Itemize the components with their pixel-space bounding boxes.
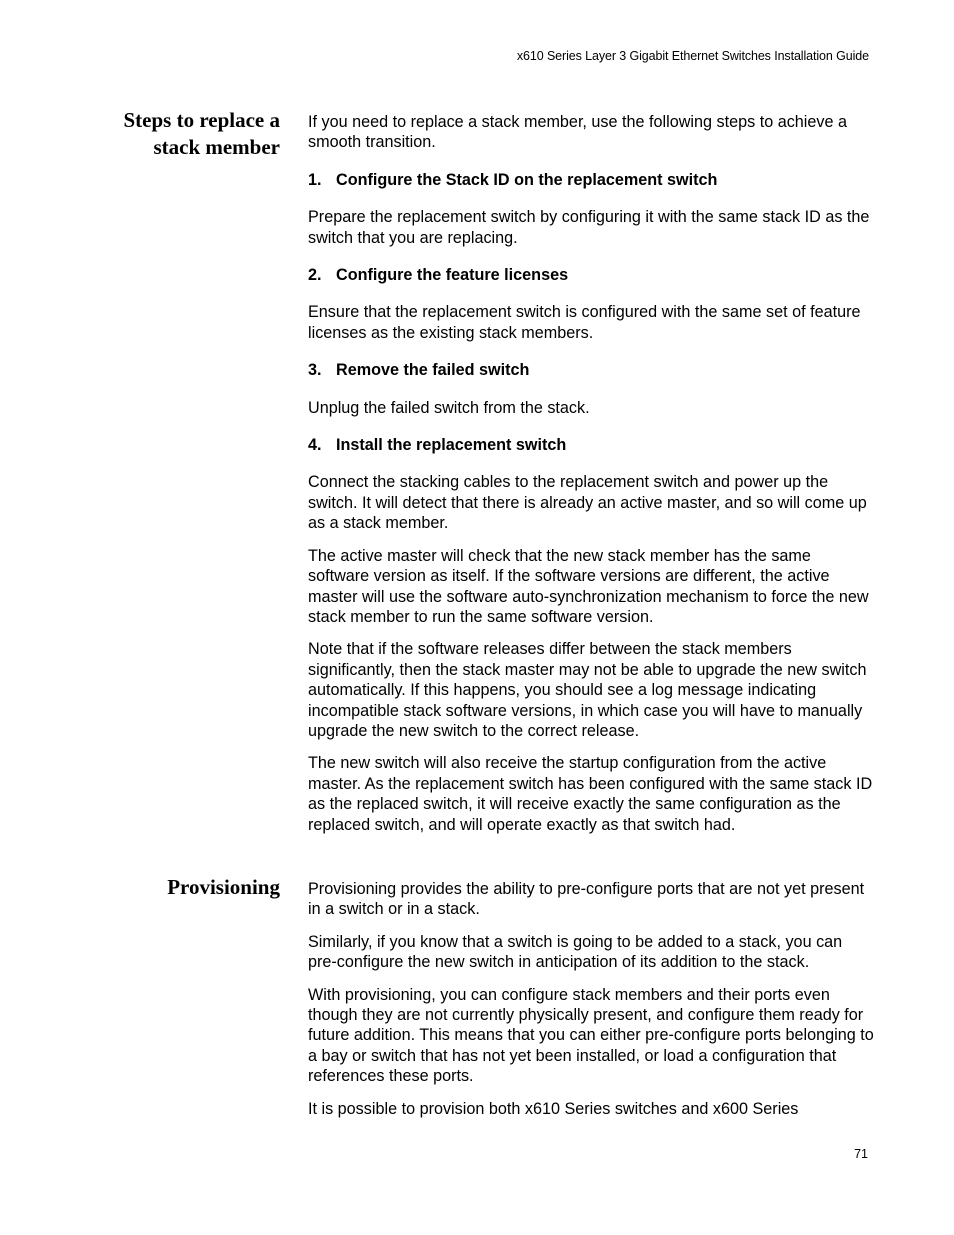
- provisioning-paragraph-3: With provisioning, you can configure stack members and their ports even though they are not currently physically present, and configure them ready for future addition. This means that you can either pre-configure ports belonging to a bay or switch that has not yet been installed, or load a configuration that references these ports.: [308, 985, 874, 1086]
- heading-line-2: stack member: [153, 135, 280, 159]
- page-number: 71: [854, 1147, 868, 1161]
- section1-body: [308, 112, 874, 835]
- step-2-number: 2.: [308, 266, 322, 285]
- provisioning-paragraph-4: It is possible to provision both x610 Series switches and x600 Series: [308, 1099, 799, 1118]
- section-heading-provisioning: Provisioning: [167, 875, 280, 899]
- step-3-heading: [308, 360, 874, 380]
- active-master-paragraph: The active master will check that the new stack member has the same software version as itself. If the software versions are different, the active master will use the software auto-synchronization mechanism to force the new stack member to run the same software version.: [308, 546, 869, 626]
- step-4-body: Connect the stacking cables to the replacement switch and power up the switch. It will detect that there is already an active master, and so will come up as a stack member.: [308, 473, 867, 533]
- step-4-number: 4.: [308, 436, 322, 455]
- step-1-body: Prepare the replacement switch by configuring it with the same stack ID as the switch that you are replacing.: [308, 208, 870, 247]
- step-1-heading: [308, 170, 874, 190]
- provisioning-paragraph-1: Provisioning provides the ability to pre-configure ports that are not yet present in a switch or in a stack.: [308, 880, 865, 919]
- step-2-body: Ensure that the replacement switch is configured with the same set of feature licenses as the existing stack members.: [308, 303, 861, 342]
- section-heading-replace-stack-member: [40, 107, 280, 161]
- intro-paragraph: If you need to replace a stack member, use the following steps to achieve a smooth transition.: [308, 113, 847, 152]
- step-2-title: Configure the feature licenses: [336, 266, 569, 285]
- heading-line-1: Steps to replace a: [123, 108, 280, 132]
- step-4-title: Install the replacement switch: [336, 436, 567, 455]
- note-paragraph: Note that if the software releases differ between the stack members significantly, then the stack master may not be able to upgrade the new switch automatically. If this happens, you should see a log message indicating incompatible stack software versions, in which case you will have to manually upgrade the new switch to the correct release.: [308, 640, 867, 740]
- running-header: x610 Series Layer 3 Gigabit Ethernet Switches Installation Guide: [516, 49, 869, 63]
- section2-body: [308, 879, 874, 1119]
- step-1-number: 1.: [308, 170, 322, 189]
- step-3-title: Remove the failed switch: [336, 361, 530, 380]
- step-1-title: Configure the Stack ID on the replacement switch: [336, 170, 718, 189]
- step-3-body: Unplug the failed switch from the stack.: [308, 398, 590, 417]
- provisioning-paragraph-2: Similarly, if you know that a switch is going to be added to a stack, you can pre-configure the new switch in anticipation of its addition to the stack.: [308, 932, 843, 972]
- step-2-heading: [308, 265, 874, 285]
- step-4-heading: [308, 435, 874, 455]
- startup-config-paragraph: The new switch will also receive the startup configuration from the active master. As the replacement switch has been configured with the same stack ID as the replaced switch, it will receive exactly the same configuration as the replaced switch, and will operate exactly as that switch had.: [308, 754, 873, 834]
- step-3-number: 3.: [308, 361, 322, 380]
